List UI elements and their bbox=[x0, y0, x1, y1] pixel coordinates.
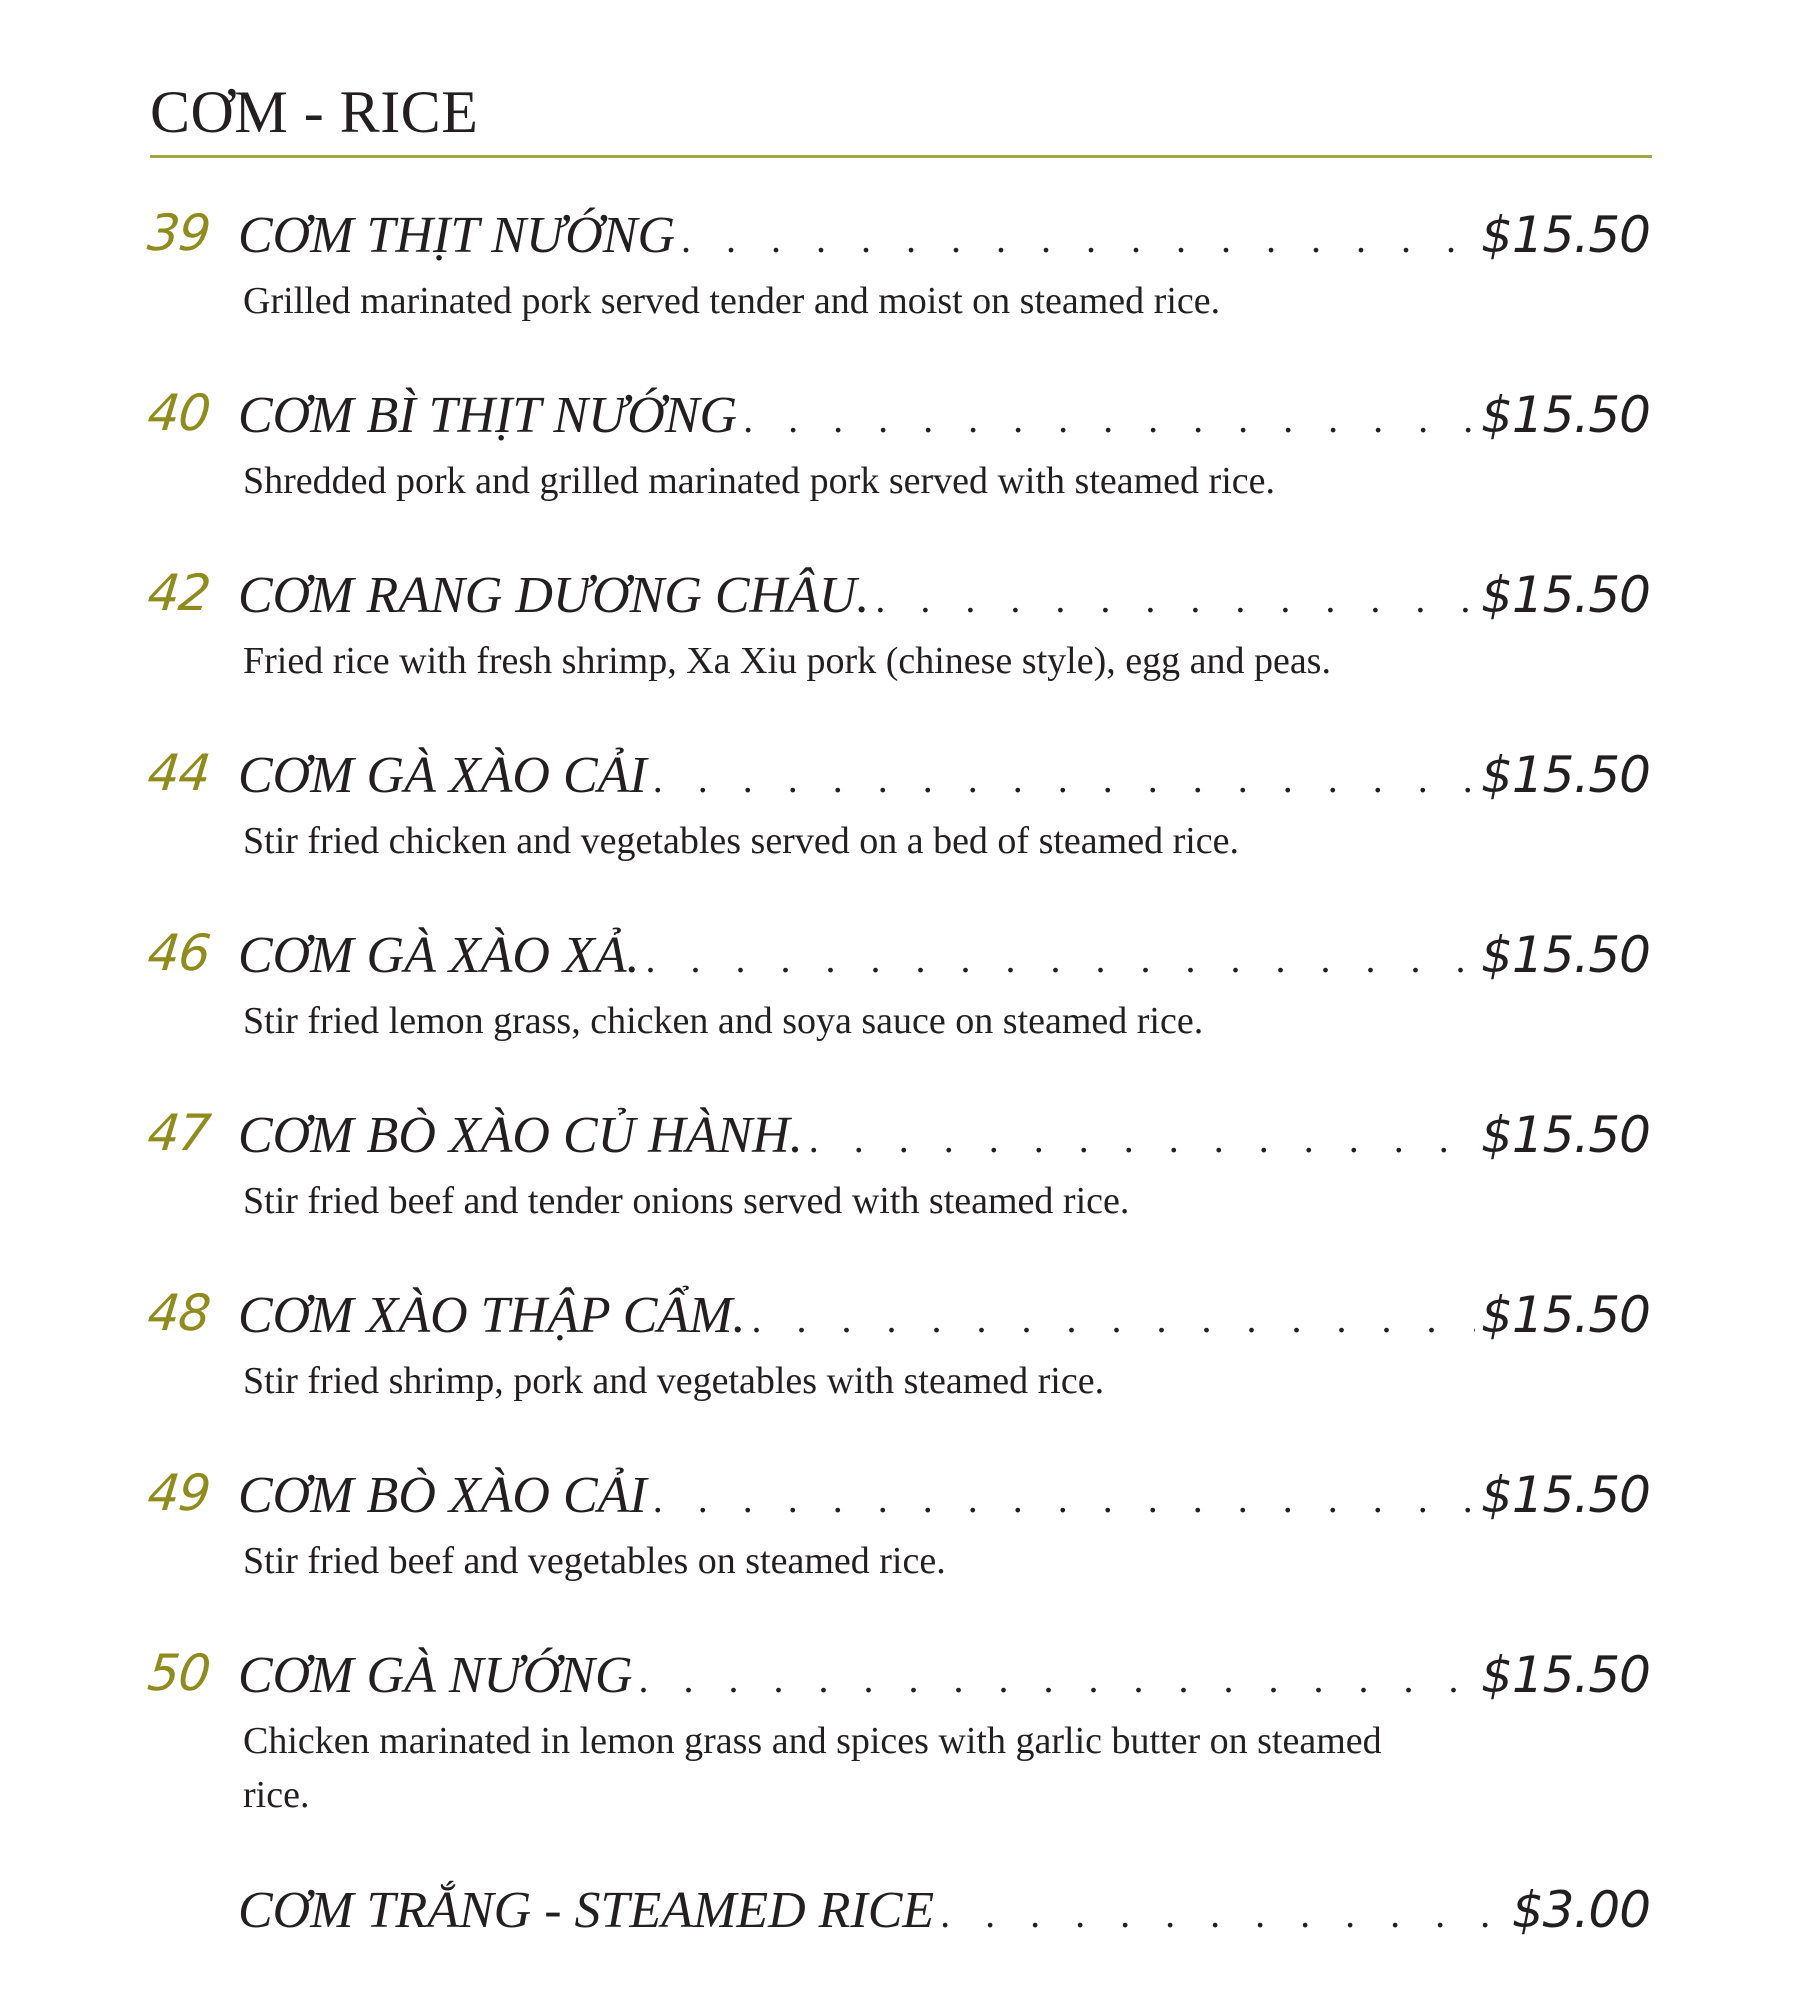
item-name: CƠM GÀ XÀO XẢ. bbox=[238, 927, 640, 984]
item-number: 39 bbox=[144, 204, 213, 262]
item-price: $15.50 bbox=[1481, 1466, 1650, 1524]
item-name: CƠM THỊT NƯỚNG bbox=[238, 207, 675, 264]
item-number: 42 bbox=[144, 564, 213, 622]
item-name: CƠM RANG DƯƠNG CHÂU. bbox=[238, 567, 870, 624]
item-price: $15.50 bbox=[1481, 1106, 1650, 1164]
item-price: $15.50 bbox=[1481, 1286, 1650, 1344]
dot-leader bbox=[653, 1464, 1475, 1534]
dot-leader bbox=[639, 1644, 1476, 1714]
item-description: Stir fried beef and vegetables on steamed rice. bbox=[243, 1540, 946, 1582]
item-description: Fried rice with fresh shrimp, Xa Xiu pork (chinese style), egg and peas. bbox=[243, 640, 1331, 682]
dot-leader bbox=[875, 564, 1475, 634]
section-title: CƠM - RICE bbox=[150, 79, 479, 145]
item-number: 47 bbox=[144, 1104, 213, 1162]
item-description: Stir fried beef and tender onions served with steamed rice. bbox=[243, 1180, 1130, 1222]
item-name: CƠM BÌ THỊT NƯỚNG bbox=[238, 387, 738, 444]
title-divider bbox=[150, 155, 1652, 158]
item-description: Stir fried chicken and vegetables served on a bed of steamed rice. bbox=[243, 820, 1240, 862]
item-name: CƠM BÒ XÀO CỦ HÀNH. bbox=[238, 1107, 803, 1164]
item-number: 48 bbox=[144, 1284, 213, 1342]
item-description: Chicken marinated in lemon grass and spices with garlic butter on steamed rice. bbox=[243, 1720, 1382, 1816]
dot-leader bbox=[751, 1284, 1475, 1354]
item-price: $3.00 bbox=[1511, 1881, 1650, 1939]
item-name: CƠM TRẮNG - STEAMED RICE bbox=[238, 1882, 935, 1939]
item-description: Stir fried shrimp, pork and vegetables with steamed rice. bbox=[243, 1360, 1105, 1402]
dot-leader bbox=[743, 384, 1475, 454]
dot-leader bbox=[940, 1879, 1506, 1949]
item-name: CƠM GÀ NƯỚNG bbox=[238, 1647, 633, 1704]
item-description: Grilled marinated pork served tender and moist on steamed rice. bbox=[243, 280, 1221, 322]
item-name: CƠM XÀO THẬP CẨM. bbox=[238, 1287, 746, 1344]
item-number: 46 bbox=[144, 924, 213, 982]
dot-leader bbox=[681, 204, 1475, 274]
item-description: Stir fried lemon grass, chicken and soya sauce on steamed rice. bbox=[243, 1000, 1204, 1042]
item-number: 40 bbox=[144, 384, 213, 442]
dot-leader bbox=[653, 744, 1475, 814]
steamed-rice-item bbox=[0, 1875, 1800, 1945]
item-price: $15.50 bbox=[1481, 566, 1650, 624]
item-name: CƠM BÒ XÀO CẢI bbox=[238, 1467, 647, 1524]
item-price: $15.50 bbox=[1481, 386, 1650, 444]
dot-leader bbox=[809, 1104, 1475, 1174]
item-number: 50 bbox=[144, 1644, 213, 1702]
item-price: $15.50 bbox=[1481, 1646, 1650, 1704]
item-number: 49 bbox=[144, 1464, 213, 1522]
item-price: $15.50 bbox=[1481, 746, 1650, 804]
item-price: $15.50 bbox=[1481, 926, 1650, 984]
item-number: 44 bbox=[144, 744, 213, 802]
dot-leader bbox=[645, 924, 1475, 994]
item-price: $15.50 bbox=[1481, 206, 1650, 264]
item-name: CƠM GÀ XÀO CẢI bbox=[238, 747, 647, 804]
item-description: Shredded pork and grilled marinated pork served with steamed rice. bbox=[243, 460, 1275, 502]
